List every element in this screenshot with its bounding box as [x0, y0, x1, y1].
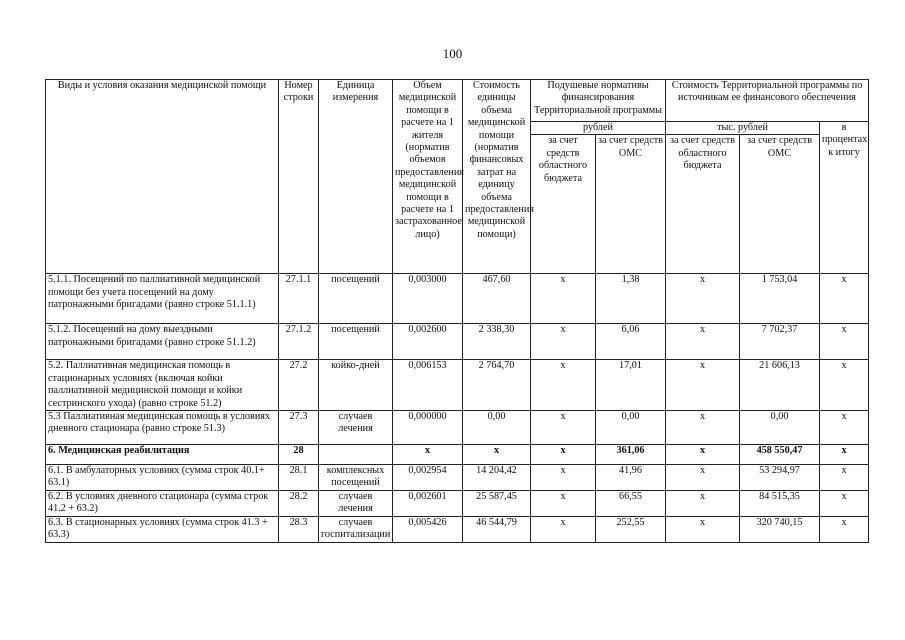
cell-volume: 0,002600: [393, 324, 463, 360]
cell-cost: 0,00: [463, 411, 531, 445]
cell-program-oms: 21 606,13: [740, 360, 820, 411]
cell-program-oms: 53 294,97: [740, 465, 820, 491]
cell-unit: посещений: [319, 274, 393, 324]
cell-row-number: 28.3: [279, 517, 319, 543]
header-unit: Единица измерения: [319, 80, 393, 274]
cell-per-capita-oms: 361,06: [596, 445, 666, 465]
header-oms-2: за счет средств ОМС: [740, 135, 820, 274]
cell-name: 6.1. В амбулаторных условиях (сумма строк 40.1+ 63.1): [46, 465, 279, 491]
cell-percent: х: [820, 274, 869, 324]
header-unit-thousand-rubles: тыс. рублей: [666, 122, 820, 135]
header-volume: Объем медицинской помощи в расчете на 1 жителя (норматив объемов предоставления медицинской помощи в расчете на 1 застрахованное лицо): [393, 80, 463, 274]
cell-unit: комплексных посещений: [319, 465, 393, 491]
cell-volume: 0,003000: [393, 274, 463, 324]
table-row: [46, 445, 869, 465]
cell-name: 5.1.1. Посещений по паллиативной медицинской помощи без учета посещений на дому патронажными бригадами (равно строке 51.1.1): [46, 274, 279, 324]
cell-volume: х: [393, 445, 463, 465]
cell-row-number: 28.2: [279, 491, 319, 517]
cell-name: 5.2. Паллиативная медицинская помощь в стационарных условиях (включая койки паллиативной медицинской помощи и койки сестринского ухода) (равно строке 51.2): [46, 360, 279, 411]
cell-name: 6.2. В условиях дневного стационара (сумма строк 41.2 + 63.2): [46, 491, 279, 517]
cell-percent: х: [820, 445, 869, 465]
cell-percent: х: [820, 360, 869, 411]
cell-per-capita-budget: х: [531, 445, 596, 465]
cell-row-number: 28.1: [279, 465, 319, 491]
cell-unit: посещений: [319, 324, 393, 360]
header-cost: Стоимость единицы объема медицинской помощи (норматив финансовых затрат на единицу объема предоставления медицинской помощи): [463, 80, 531, 274]
table-row: [46, 517, 869, 543]
cell-unit: случаев лечения: [319, 411, 393, 445]
cell-per-capita-budget: х: [531, 491, 596, 517]
header-per-capita-group: Подушевые нормативы финансирования Территориальной программы: [531, 80, 666, 122]
cell-per-capita-oms: 66,55: [596, 491, 666, 517]
cell-program-budget: х: [666, 517, 740, 543]
cell-volume: 0,006153: [393, 360, 463, 411]
cell-percent: х: [820, 324, 869, 360]
cell-cost: 25 587,45: [463, 491, 531, 517]
cell-program-budget: х: [666, 445, 740, 465]
cell-percent: х: [820, 517, 869, 543]
cell-program-budget: х: [666, 324, 740, 360]
table-row: [46, 274, 869, 324]
cell-program-oms: 320 740,15: [740, 517, 820, 543]
cell-unit: случаев лечения: [319, 491, 393, 517]
table-row: [46, 360, 869, 411]
header-cost-sources-group: Стоимость Территориальной программы по источникам ее финансового обеспечения: [666, 80, 869, 122]
cell-cost: 14 204,42: [463, 465, 531, 491]
cell-percent: х: [820, 491, 869, 517]
cell-row-number: 27.1.1: [279, 274, 319, 324]
cell-per-capita-budget: х: [531, 274, 596, 324]
cell-unit: койко-дней: [319, 360, 393, 411]
cell-row-number: 28: [279, 445, 319, 465]
cell-volume: 0,005426: [393, 517, 463, 543]
cell-volume: 0,002954: [393, 465, 463, 491]
header-unit-rubles: рублей: [531, 122, 666, 135]
cell-name: 6. Медицинская реабилитация: [46, 445, 279, 465]
cell-per-capita-oms: 6,06: [596, 324, 666, 360]
cell-per-capita-budget: х: [531, 360, 596, 411]
cell-per-capita-budget: х: [531, 411, 596, 445]
cell-program-budget: х: [666, 360, 740, 411]
financing-table: [45, 79, 869, 543]
cell-per-capita-oms: 1,38: [596, 274, 666, 324]
cell-per-capita-oms: 252,55: [596, 517, 666, 543]
cell-cost: 2 338,30: [463, 324, 531, 360]
cell-program-budget: х: [666, 411, 740, 445]
cell-per-capita-oms: 41,96: [596, 465, 666, 491]
cell-name: 6.3. В стационарных условиях (сумма строк 41.3 + 63.3): [46, 517, 279, 543]
cell-volume: 0,000000: [393, 411, 463, 445]
cell-row-number: 27.3: [279, 411, 319, 445]
cell-name: 5.3 Паллиативная медицинская помощь в условиях дневного стационара (равно строке 51.3): [46, 411, 279, 445]
header-oms-1: за счет средств ОМС: [596, 135, 666, 274]
cell-program-budget: х: [666, 274, 740, 324]
header-budget-2: за счет средств областного бюджета: [666, 135, 740, 274]
cell-unit: случаев госпитализации: [319, 517, 393, 543]
cell-row-number: 27.1.2: [279, 324, 319, 360]
cell-program-budget: х: [666, 491, 740, 517]
table-row: [46, 465, 869, 491]
cell-row-number: 27.2: [279, 360, 319, 411]
cell-percent: х: [820, 465, 869, 491]
table-row: [46, 411, 869, 445]
header-type: Виды и условия оказания медицинской помощи: [46, 80, 279, 274]
cell-per-capita-budget: х: [531, 517, 596, 543]
table-row: [46, 324, 869, 360]
cell-cost: х: [463, 445, 531, 465]
cell-program-oms: 458 550,47: [740, 445, 820, 465]
cell-per-capita-oms: 17,01: [596, 360, 666, 411]
header-row-number: Номер строки: [279, 80, 319, 274]
header-budget-1: за счет средств областного бюджета: [531, 135, 596, 274]
cell-per-capita-budget: х: [531, 465, 596, 491]
page-number: 100: [442, 46, 463, 61]
cell-program-budget: х: [666, 465, 740, 491]
cell-program-oms: 1 753,04: [740, 274, 820, 324]
cell-cost: 2 764,70: [463, 360, 531, 411]
cell-unit: [319, 445, 393, 465]
header-percent: в процентах к итогу: [820, 122, 869, 274]
cell-program-oms: 7 702,37: [740, 324, 820, 360]
table-row: [46, 491, 869, 517]
cell-name: 5.1.2. Посещений на дому выездными патронажными бригадами (равно строке 51.1.2): [46, 324, 279, 360]
cell-per-capita-budget: х: [531, 324, 596, 360]
cell-volume: 0,002601: [393, 491, 463, 517]
cell-per-capita-oms: 0,00: [596, 411, 666, 445]
table-body: [46, 274, 869, 543]
cell-cost: 46 544,79: [463, 517, 531, 543]
cell-program-oms: 0,00: [740, 411, 820, 445]
cell-cost: 467,60: [463, 274, 531, 324]
cell-percent: х: [820, 411, 869, 445]
cell-program-oms: 84 515,35: [740, 491, 820, 517]
